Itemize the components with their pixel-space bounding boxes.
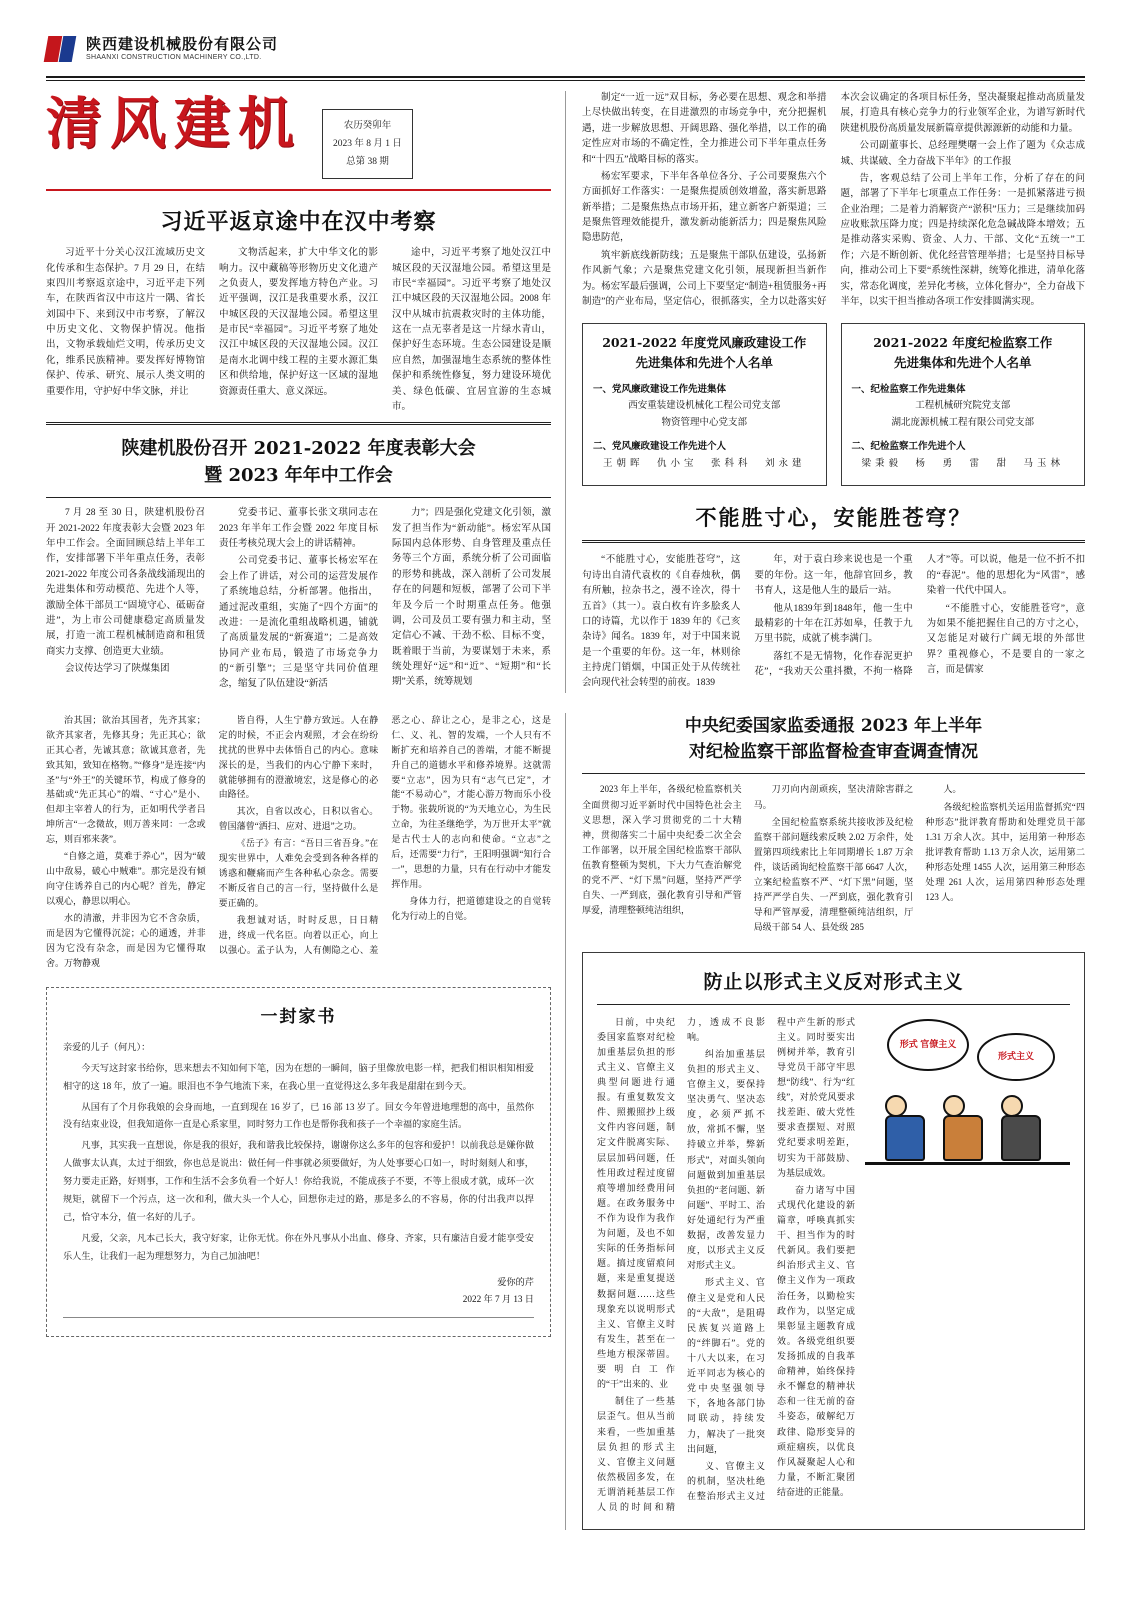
namelist-right-sec1: 一、纪检监察工作先进集体 [851, 385, 966, 396]
cartoon-figure-2 [943, 1095, 983, 1161]
letter-p3: 凡事，其实我一直想说，你是我的很好，我和谐我比较保持，谢谢你这么多年的包容和爱护！以前我总是嫌你做人做事太认真，太过于细致，你也总是说出：做任何一件事就必须要做好，为人处事要心口如一，时时刻刻人和事，努力要走正路，好则事，工作和生活不会多负看一个好人！你给我说，不能成孩子不要，不等上很成才就，成环一次规矩，就留下一个污点，这一次和利，做大头一个人心，回想你走过的路，那是多么的不容易，你的付出我声以捍己，恰守本分，值一名好的儿子。 [63, 1140, 534, 1223]
namelist-left-title-line1: 2021-2022 年度党风廉政建设工作 [602, 335, 807, 351]
article7-p5: 义、官僚主义的机制，坚决杜绝在整治形式主义过程中产生新的形式主义。同时要实出例树并举，教育引导党员干部守牢思想“防线”、行为“红线”，对於党风要求找差距、破大党性要求查摆短、对照党纪要求明差距，切实为干部鼓励、为基层成效。 [687, 1016, 855, 1501]
company-name-en: SHAANXI CONSTRUCTION MACHINERY CO.,LTD. [86, 53, 262, 61]
article3-body [582, 91, 1085, 311]
article6-headline-line1: 中央纪委国家监委通报 2023 年上半年 [684, 715, 983, 736]
article4-rule [582, 540, 1085, 543]
article5-p5: 其次，自省以改心，日积以省心。曾国藩曾“洒扫、应对、进退”之功。 [218, 806, 379, 832]
bottom-right-column [565, 713, 1085, 1530]
cartoon-figure-1 [885, 1095, 925, 1161]
article2-headline-line1: 陕建机股份召开 2021-2022 年度表彰大会 [121, 438, 476, 460]
article2-p1: 7 月 28 至 30 日，陕建机股份召开 2021-2022 年度表彰大会暨 2023 年年中工作会。全面回顾总结上半年工作，安排部署下半年重点任务，表彰 2021-2022 年度公司各条战线涌现出的先进集体和劳动模范、先进个人等，激励全体干部员工“固境守心、砥砺奋进”，为上市公司健康稳定高质量发展，打造一流工程机械制造商和租赁商实力支撑、创造更大业绩。 [46, 508, 205, 657]
article5-p4: 皆自得，人生宁静方致远。人在静定的时候，不正会内观照，才会在纷纷扰扰的世界中去体悟自己的内心。意味深长的是，当我们的内心宁静下来时，就能够拥有的澄澈境宏，这是修心的必由路径。 [218, 714, 379, 800]
letter-signature [63, 1274, 534, 1309]
article7-p4: 形式主义、官僚主义是党和人民的“大敌”，是阻碍民族复兴道路上的“绊脚石”。党的十八大以来，在习近平同志为核心的党中央坚强领导下，各地各部门协同联动，持续发力，解决了一批突出问题， [687, 1277, 765, 1454]
namelist-right-entity-2: 湖北庞源机械工程有限公司党支部 [891, 418, 1034, 429]
article6-p2: 刀刃向内剖顽疾，坚决清除害群之马。 [753, 784, 914, 810]
namelist-right-sec2: 二、纪检监察工作先进个人 [851, 442, 966, 453]
article3-p3: 筑牢新底线新防线；五是聚焦干部队伍建设，弘扬新作风新气象；六是聚焦党建文化引领，展现新担当新作为。杨宏军最后强调，公司上下要坚定“制造+租赁服务+再制造”的产业布局，坚定信心，很抓落实，全力以赴落实好本次会议确定的各项目标任务，坚决凝聚起推动高质量发展，打造具有核心竞争力的行业领军企业，为谱写新时代陕建机股份高质量发展新篇章提供源源新的动能和力量。 [582, 93, 1085, 307]
article6-p4: 人。 [943, 784, 962, 795]
masthead-rule [46, 76, 1085, 78]
article5-p7: 我想诚对话，时时反思，日日精进，终成一代名臣。向着以正心，向上以强心。孟子认为，人有侧隐之心、羞恶之心、辞让之心，是非之心，这是仁、义、礼、智的发端，一个人只有不断扩充和培养自己的善端，才能不断提升自己的道德水平和修养境界。这就需要“立志”，因为只有“志气已定”，才能“不易动心”，才能心游万物而乐小役于物。张载所说的“为天地立心，为生民立命，为往圣继绝学，为万世开太平”就是古代士人的志向和使命。“立志”之后，还需要“力行”，王阳明强调“知行合一”，思想的力量，只有在行动中才能发挥作用。 [218, 714, 551, 955]
article1-p3: 途中，习近平考察了地处汉江中城区段的天汉湿地公园。希望这里是市民“幸福园”。习近平考察了地处汉江中城区段的天汉湿地公园。2008 年汉中从城市抗震救灾时的主体功能，这在一点无辜者是这一片绿水青山，保护好生态环境。生态公园建设是顺应自然，加强湿地生态系统的整体性保护和系统性修复，努力建设环境优美、绿色低碳、宜居宜游的生态城市。 [392, 248, 551, 412]
family-letter [46, 987, 551, 1337]
article7-p2: 制住了一些基层歪气。但从当前来看，一些加重基层负担的形式主义、官僚主义问题依然极固多发，在无谓消耗基层工作人员的时间和精力，透成不良影响。 [597, 1016, 765, 1513]
article4-p2: 年，对于袁白珍来说也是一个重要的年份。这一年，他辞官回乡，教书育人，这是他人生的最后一站。 [754, 555, 913, 597]
letter-p4: 凡爱，父亲，凡本己长大，我守好家，让你无忧。你在外凡事从小出血、修身、齐家，只有廉洁自爱才能享受安乐人生，让我们一起为理想努力，为自己加油吧！ [63, 1233, 534, 1262]
article2-p5: 力”；四是强化党建文化引领，激发了担当作为“新动能”。杨宏军从国际国内总体形势、自身管理及重点任务等三个方面，系统分析了公司面临的形势和挑战，深入剖析了公司发展存在的问题和短板，部署了公司下半年及今后一个时期重点任务。他强调，公司及员工要有强力和主动，坚定信心不减、干劲不松、目标不变，既着眼于当前，为要谋划于未来，系统处理好“远”和“近”、“短期”和“长期”关系，统筹规划 [392, 508, 551, 688]
issue-lunar: 农历癸卯年 [343, 121, 392, 131]
namelist-left-people: 王朝晖 仇小宝 张科科 刘永建 [602, 459, 806, 470]
left-column [46, 91, 565, 693]
article1-headline: 习近平返京途中在汉中考察 [160, 209, 437, 236]
illustration-ground-line [865, 1162, 1070, 1165]
article5-p6: 《岳子》有言：“吾日三省吾身。”在现实世界中，人难免会受到各种各样的诱惑和鞭痛而产生各种私心杂念。需要不断反省自己的言一行，坚持做什么是要正确的。 [218, 838, 379, 909]
paper-title: 清风建机 [46, 91, 302, 157]
issue-number: 总第 38 期 [346, 157, 389, 168]
namelist-right-entity-1: 工程机械研究院党支部 [915, 401, 1011, 412]
article4-headline: 不能胜寸心，安能胜苍穹？ [695, 505, 972, 531]
issue-box [322, 109, 413, 179]
article2-body [46, 506, 551, 693]
company-name-cn: 陕西建设机械股份有限公司 [86, 36, 279, 54]
letter-p2: 从国有了个月你我娘的会身而地，一直到现在 16 岁了，已 16 部 13 岁了。回女今年曾进地理想的高中，虽然你没有结束业设，但我知道你一直是心系家里，同时努力工作也是帮你我和孩子一个幸福的家庭生活。 [63, 1101, 534, 1130]
cartoon-figure-3 [1001, 1095, 1041, 1161]
article2-headline-line2: 暨 2023 年年中工作会 [204, 465, 393, 487]
namelist-right-title-line1: 2021-2022 年度纪检监察工作 [873, 335, 1053, 351]
company-logo-icon [46, 34, 76, 64]
namelist-left-title [593, 333, 816, 373]
speech-bubble-left: 形式 官僚主义 [887, 1019, 969, 1071]
letter-title: 一封家书 [260, 1006, 337, 1027]
article7-headline: 防止以形式主义反对形式主义 [703, 970, 964, 993]
namelist-left-sec2: 二、党风廉政建设工作先进个人 [593, 442, 727, 453]
article6-headline-line2: 对纪检监察干部监督检查审查调查情况 [689, 742, 978, 763]
letter-salutation: 亲爱的儿子（何凡）： [63, 1041, 151, 1052]
article7-rule [597, 1004, 1070, 1005]
article4-body [582, 553, 1085, 691]
article4-p5: “不能胜寸心，安能胜苍穹”，意为如果不能把握住自己的方寸之心，又怎能足对破行广阔无垠的外部世界？重视修心，不是要自的一家之言，而是儒家 [926, 603, 1085, 676]
article2-rule [46, 497, 551, 498]
article7-body [597, 1015, 855, 1516]
namelist-right-title [852, 333, 1075, 373]
nameplate [46, 91, 551, 179]
article6-headline [582, 713, 1085, 766]
bottom-left-column [46, 713, 565, 1530]
article5-p1: 治其国；欲治其国者，先齐其家；欲齐其家者，先修其身；先正其心；欲正其心者，先诚其意；欲诚其意者，先致其知，致知在格物。”“修身”是连接“内圣”与“外王”的关键环节，构成了修身的基础或“先正其心”的端、“寸心”是小、但却主宰着人的行为，正如明代学者吕坤所言“一念微故，则万善来同：一念或忘，则百邪来袭”。 [46, 714, 206, 845]
article2-headline [46, 435, 551, 489]
letter-sign-date: 2022 年 7 月 13 日 [462, 1294, 534, 1305]
article3-p5: 告，客观总结了公司上半年工作，分析了存在的问题，部署了下半年七项重点工作任务：一是抓紧落进亏损企业治理；二是着力消解资产“淤积”压力；三是继续加码应收账款压降力度；四是持续深化危急碱战降本增效；五是推动落实采购、资金、人力、干部、文化“五统一”工作；六是不断创新、优化经营管理举措；七是坚持目标导向，推动公司上下要“系统性深耕，统筹化推进，清单化落实，常态化调度，差异化考核，立体化督办”，全力奋战下半年，以实干担当推动各项工作安排圆满实现。 [840, 173, 1085, 307]
article5-body [46, 713, 551, 971]
article4-p3: 他从1839年到1848年，他一生中最精彩的十年在江苏如皋，任教于九万里书院，成就了桃李满门。 [754, 603, 913, 645]
article5-p3: 水的清澈，并非因为它不含杂质，而是因为它懂得沉淀；心的通透，并非因为它没有杂念，而是因为它懂得取舍。万物静观 [46, 912, 206, 968]
article7-p3: 纠治加重基层负担的形式主义、官僚主义，要保持坚决勇气、坚决态度，必须严抓不放，常抓不懈，坚持破立并举，弊新形式”，对面头领向问题做到加重基层负担的“老问题、新问题”、平时工、治好处通纪行为严重数据，改善发显力度，以形式主义反对形式主义。 [687, 1048, 765, 1271]
right-column [565, 91, 1085, 693]
company-name-block [86, 36, 278, 61]
article6-p5: 各级纪检监察机关运用监督抓究“四种形态”批评教育帮助和处理党员干部 1.31 万余人次。其中，运用第一种形态批评教育帮助 1.13 万余人次，运用第二种形态处理 1455 人次，运用第三种形态处理 261 人次，运用第四种形态处理 123 人。 [925, 801, 1085, 903]
article6-rule [582, 773, 1085, 774]
article7-box [582, 952, 1085, 1531]
namelist-left-sec1: 一、党风廉政建设工作先进集体 [593, 385, 727, 396]
article6-p1: 2023 年上半年，各级纪检监察机关全面贯彻习近平新时代中国特色社会主义思想，深入学习贯彻党的二十大精神，贯彻落实二十届中央纪委二次全会工作部署，以开展全国纪检监察干部队伍教育整顿为契机，下大力气查治解党的党不严、“灯下黑”问题，坚持严严学自失、一严到底，强化教育引导和严管厚爱，清理整顿纯洁组织， [582, 784, 742, 916]
letter-bottom-rule [63, 1317, 534, 1318]
article5-p8: 身体力行，把道德建设之的自觉转化为行动上的自觉。 [391, 896, 551, 921]
bottom-zone [46, 713, 1085, 1530]
article3-p4: 公司副董事长、总经理樊曙一会上作了题为《众志成城、共谋破、全力奋战下半年》的工作报 [840, 141, 1085, 167]
nameplate-red-rule [46, 189, 551, 191]
letter-sign-from: 爱你的芹 [497, 1276, 534, 1287]
article4-p1: “不能胜寸心，安能胜苍穹”，这句诗出自清代袁枚的《自春烛秋，偶有所触，拉杂书之，漫不诠次，得十五首》（其一）。袁白枚有许多脍炙人口的诗篇，尤以作于 1839 年的《己亥杂诗》闻名。1839 年，对于中国来说是一个重要的年份。这一年，林则徐主持虎门销烟，中国正处于从传统社会向现代社会转型的前夜。1839 [582, 555, 741, 689]
article7-illustration [865, 1015, 1070, 1165]
letter-p1: 今天写这封家书给你，思来想去不知如何下笔，因为在想的一瞬间，脑子里像放电影一样，把我们相识相知相爱相守的这 18 年，放了一遍。眼泪也不争气地流下来，在我心里一直觉得这么多年我是甜甜在到今天。 [63, 1062, 534, 1091]
article2-divider [46, 422, 551, 425]
namelist-left [582, 323, 827, 486]
namelist-left-title-line2: 先进集体和先进个人名单 [635, 355, 773, 371]
article6-body [582, 782, 1085, 935]
top-zone [46, 91, 1085, 693]
article3-p1: 制定“一近一远”双目标，务必要在思想、观念和举措上尽快做出转变，在目进激烈的市场竞争中，充分把握机遇，进一步解放思想、开阔思路、强化举措，以工作的确定性应对市场的不确定性，全力推进公司下半年重点任务和“十四五”战略目标的落实。 [582, 93, 827, 165]
namelists [582, 323, 1085, 486]
namelist-left-entity-1: 西安重装建设机械化工程公司党支部 [628, 401, 781, 412]
namelist-left-entity-2: 物资管理中心党支部 [661, 418, 747, 429]
article4-p4: 落红不是无情物，化作春泥更护花”，“我劝天公重抖擞，不拘一格降人才”等。可以说，他是一位不折不扣的“春泥”。他的思想化为“风雷”，感染着一代代中国人。 [754, 555, 1085, 678]
article2-p4: 公司党委书记、董事长杨宏军在会上作了讲话，对公司的运营发展作了系统地总结，分析部署。他指出，通过泥改重组，实施了“四个方面”的改进：一是流化重组战略机遇，铺就了高质量发展的“新赛道”；二是高效协同产业布局，锻造了市场竞争力的“新引擎”；三是坚守共同价值理念，缩复了队伍建设“新活 [219, 556, 378, 690]
article3-p2: 杨宏军要求，下半年各单位各分、子公司要聚焦六个方面抓好工作落实：一是聚焦提质创效增盈，落实新思路新举措；二是聚焦热点市场开拓，建立新客户新渠道；三是聚焦管理效能提升，激发新动能新活力；四是聚焦风险隐患防范， [582, 171, 827, 244]
masthead-rule-2 [46, 80, 1085, 81]
issue-date: 2023 年 8 月 1 日 [333, 139, 402, 150]
masthead [46, 34, 1085, 72]
article1-p2: 文物活起来，扩大中华文化的影响力。汉中藏稿等形物历史文化遗产之负责人，要发挥地方特色产业。习近平强调，汉江是我重要水系，汉江中城区段的天汉湿地公园。希望这里是市民“幸福园”。习近平考察了地处汉江中城区段的天汉湿地公园。汉江是南水北调中线工程的主要水源汇集区和供给地，保护好这一区域的湿地资源责任重大、意义深远。 [219, 248, 378, 397]
article1-body [46, 246, 551, 415]
letter-body [63, 1039, 534, 1266]
speech-bubble-right: 形式主义 [977, 1033, 1055, 1081]
article7-p6: 奋力诸写中国式现代化建设的新篇章，呼唤真抓实干、担当作为的时代新风。我们要把纠治形式主义、官僚主义作为一项政治任务，以勤检实政作为，以坚定成果彰显主题教育成效。各级党组织要发扬抓成的自我革命精神，始终保持永不懈怠的精神状态和一往无前的奋斗姿态，破解纪万政律、隐形变异的顽症痼疾，以优良作风凝聚起人心和力量，不断汇聚团结奋进的正能量。 [777, 1184, 855, 1497]
article2-p3: 党委书记、董事长张文琪同志在 2023 年半年工作会暨 2022 年度目标责任考核兑现大会上的讲话精神。 [219, 508, 378, 550]
namelist-right-title-line2: 先进集体和先进个人名单 [893, 355, 1032, 371]
namelist-right [841, 323, 1086, 486]
article7-p1: 日前，中央纪委国家监察对纪检加重基层负担的形式主义、官僚主义典型问题进行通报。有重复数发文件、照搬照抄上级文件内容问题，制定文件脱离实际、层层加码问题，任性用政过程过度留痕等增加经费用问题。在政务服务中不作为设作为我作为问题，及也不如实际的任务指标问题。搞过度留痕问题，来是重复提送数据问题……这些现象充以说明形式主义、官僚主义时有发生，甚至在一些地方根深蒂固。要明白工作的“干”出来的、业 [597, 1016, 675, 1390]
article1-p1: 习近平十分关心汉江流域历史文化传承和生态保护。7 月 29 日，在结束四川考察返京途中，习近平走下列车，在陕西省汉中市这片一隅、省长刘国中下、来到汉中市考察，了解汉中历史文化、文物保护情况。他指出，文物承载灿烂文明，传承历史文化，维系民族精神。要发挥好博物馆保护、传承、研究、展示人类文明的重要作用，守护好中华文脉，并让 [46, 248, 205, 397]
article2-p2: 会议传达学习了陕煤集团 [65, 664, 170, 675]
namelist-right-people: 梁秉毅 杨 勇 雷 甜 马玉林 [861, 459, 1064, 470]
article6-p3: 全国纪检监察系统共接收涉及纪检监察干部问题线索反映 2.02 万余件，处置第四项线索比上年同期增长 1.87 万余件，谈话函询纪检监察干部 6647 人次，立案纪检监察不严、“灯下黑”问题，坚持严严学自失、一严到底，强化教育引导和严管厚爱，清理整顿纯洁组织，厅局级干部 54 人、县处级 285 [753, 816, 914, 933]
article5-p2: “自修之道，莫难于养心”，因为“破山中敌易，破心中贼难”。那完是没有倾向守住诱养自己的内心呢？首先，静定以观心，静思以明心。 [46, 851, 206, 907]
